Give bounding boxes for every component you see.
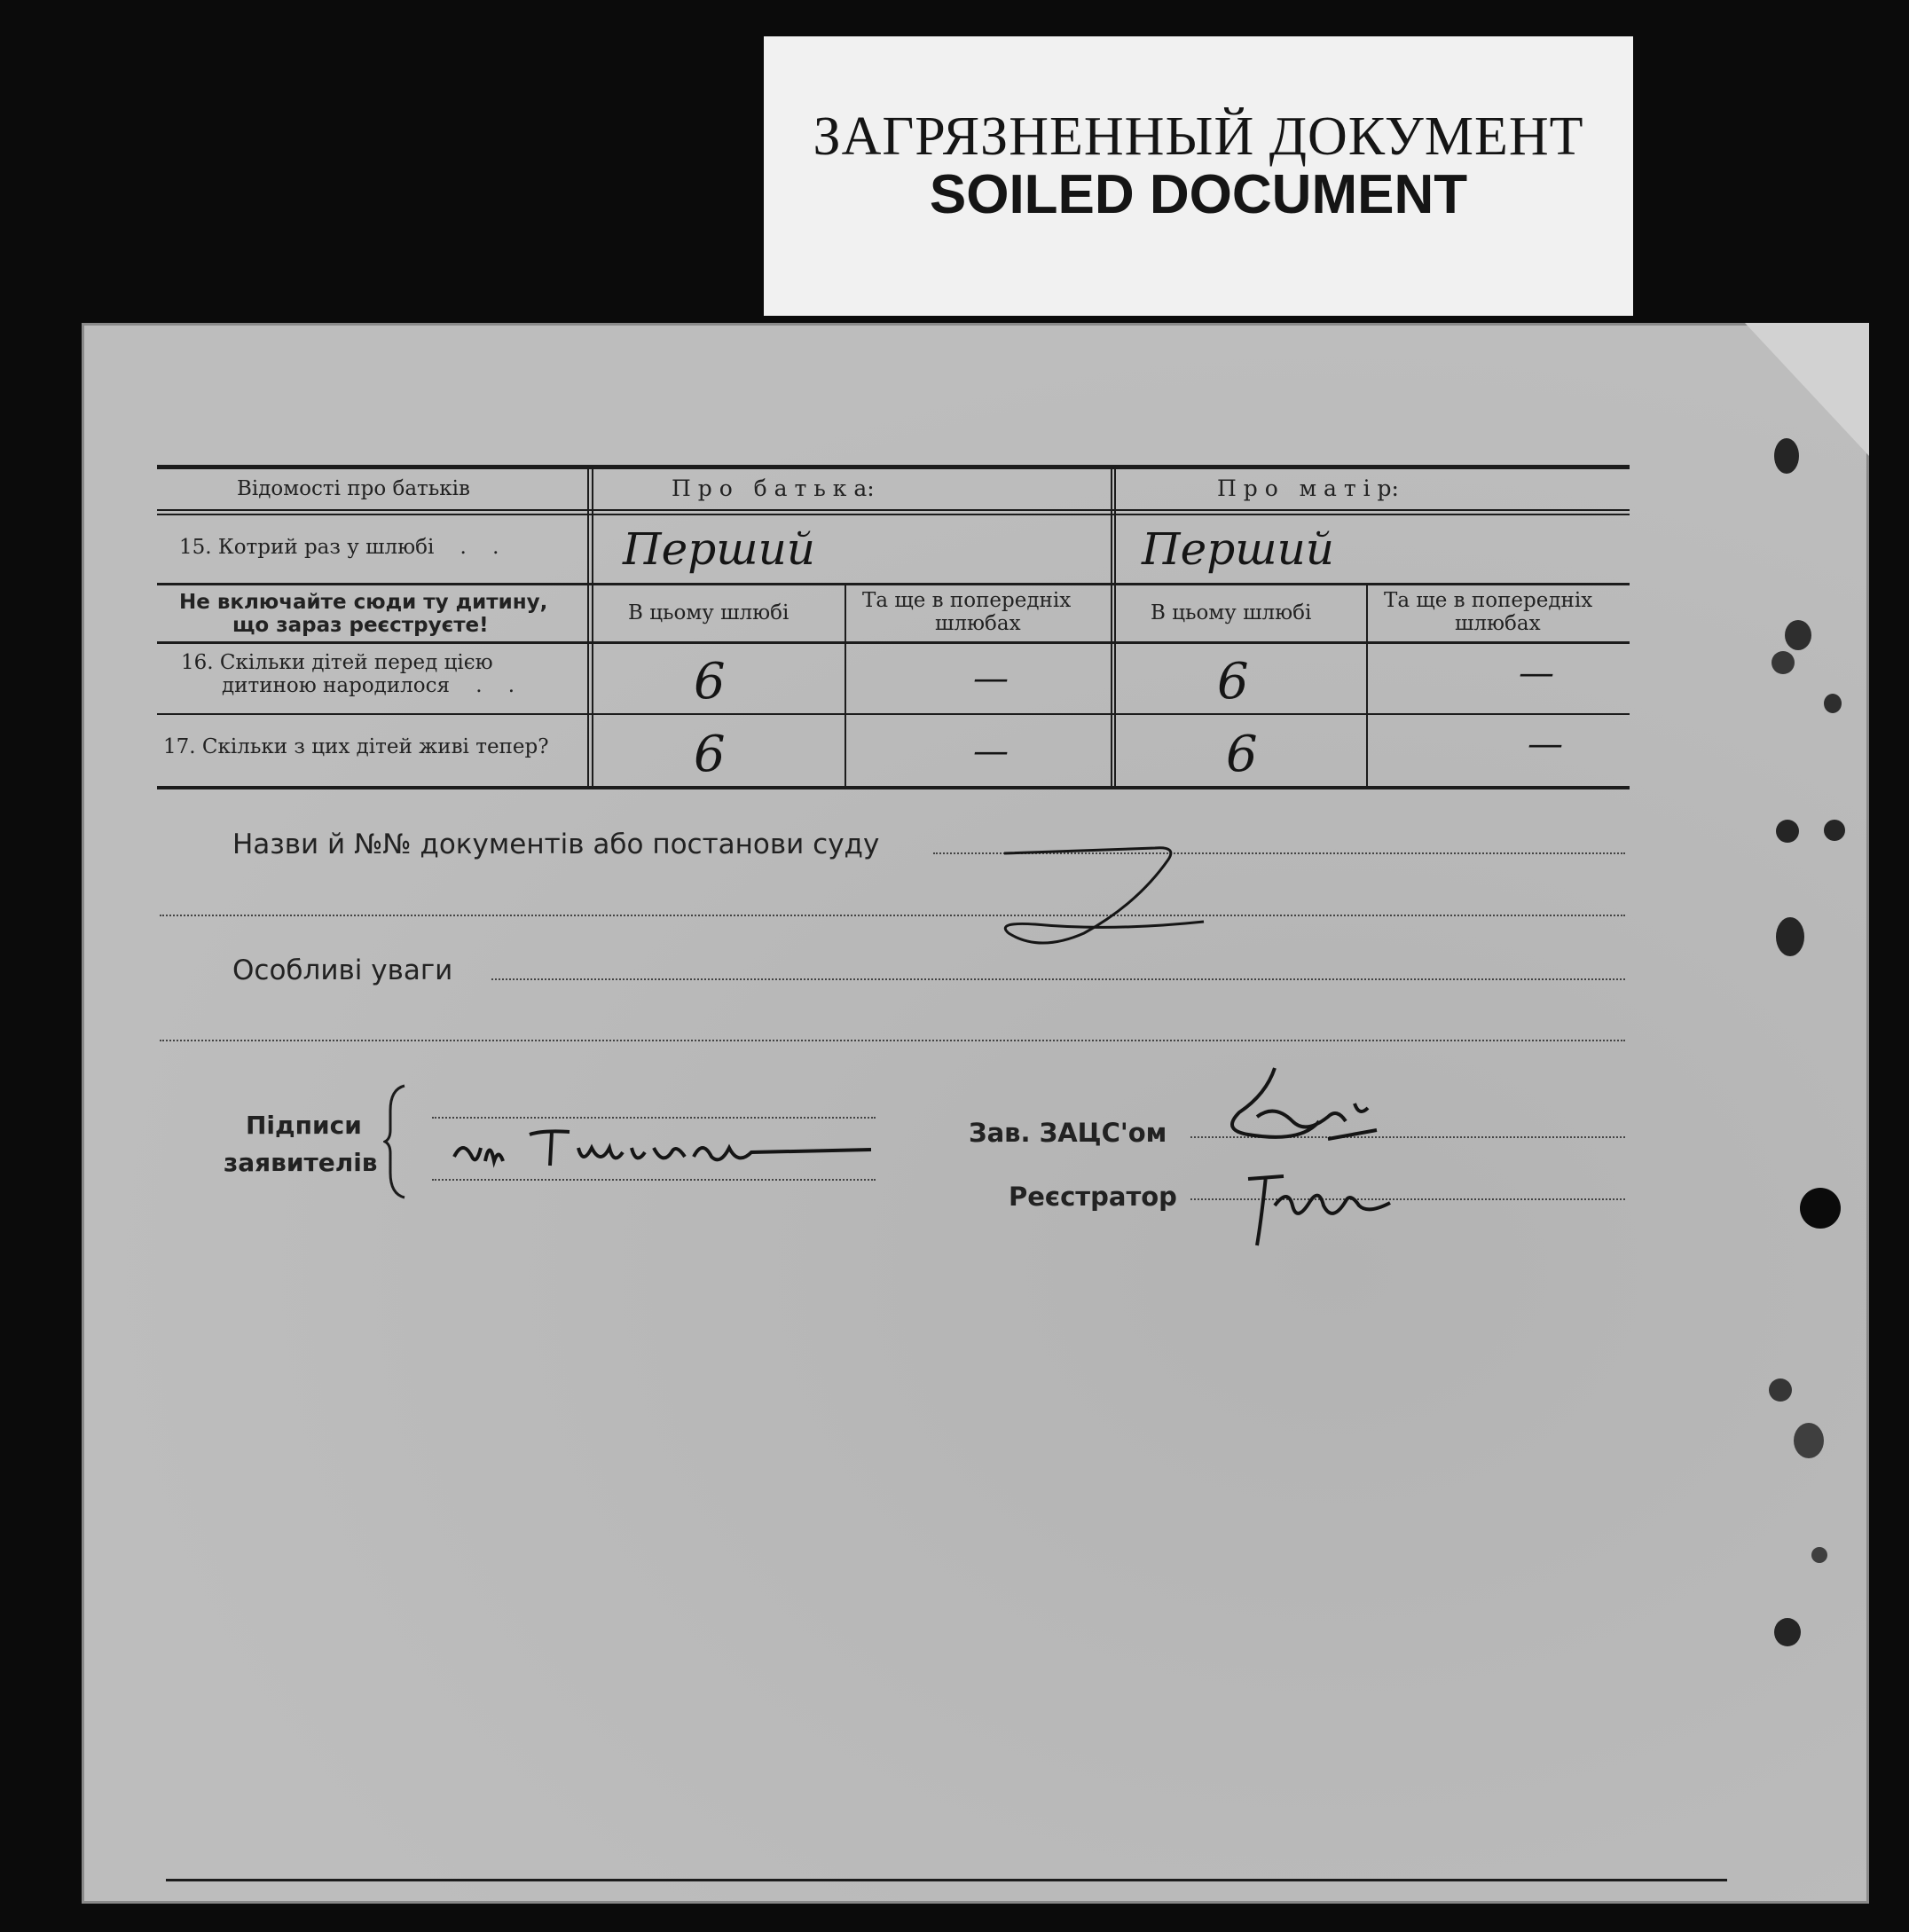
row17-label: 17. Скільки з цих дітей живі тепер? [163,735,549,758]
row16-mother-prev: — [1519,653,1554,694]
label-english-text: SOILED DOCUMENT [929,164,1468,225]
paper-damage [1776,917,1804,956]
documents-label: Назви й №№ документів або постанови суду [232,829,880,860]
head-signature [1204,1050,1434,1166]
row15-mother-value: Перший [1142,523,1334,575]
table-rule [157,583,1630,585]
applicants-label-1: Підписи [246,1111,362,1140]
father-prev-marriages-header-2: шлюбах [935,612,1021,635]
blank-dash-mark [986,820,1217,953]
row17-father-this: 6 [694,726,726,783]
applicants-label-2: заявителів [224,1148,378,1177]
mother-this-marriage-header: В цьому шлюбі [1151,601,1312,624]
remarks-line [491,978,1625,980]
paper-damage [1824,820,1845,841]
paper-damage [1811,1547,1827,1563]
father-prev-marriages-header-1: Та ще в попередніх [862,589,1072,612]
mother-prev-marriages-header-1: Та ще в попередніх [1384,589,1593,612]
row17-mother-prev: — [1528,724,1563,765]
folded-corner [1745,323,1869,456]
paper-damage [1774,438,1799,474]
paper-damage [1776,820,1799,843]
row16-father-prev: — [973,658,1009,699]
table-col-divider [1366,585,1368,789]
document-sheet [82,323,1869,1904]
registrar-label: Реєстратор [1009,1182,1177,1212]
father-this-marriage-header: В цьому шлюбі [628,601,790,624]
mother-prev-marriages-header-2: шлюбах [1455,612,1541,635]
bottom-rule [166,1879,1727,1881]
header-mother: П р о м а т і р: [1217,475,1399,501]
table-col-divider [587,469,589,789]
paper-damage [1769,1378,1792,1402]
soiled-document-label [764,36,1633,316]
paper-damage [1785,620,1811,650]
table-col-divider [1114,469,1116,789]
paper-damage [1774,1618,1801,1646]
note-line2: що зараз реєструєте! [232,614,489,637]
table-col-divider [845,585,846,789]
table-bottom-rule [157,786,1630,789]
applicant-signature [445,1112,880,1183]
note-line1: Не включайте сюди ту дитину, [179,591,548,614]
table-rule [157,509,1630,511]
row15-label: 15. Котрий раз у шлюбі . . [179,536,499,559]
table-rule [157,713,1630,715]
remarks-line-2 [160,1040,1625,1041]
row17-father-prev: — [973,731,1009,772]
row16-mother-this: 6 [1217,653,1249,711]
paper-damage [1824,694,1842,713]
head-label: Зав. ЗАЦС'ом [969,1118,1167,1148]
row15-father-value: Перший [623,523,815,575]
label-russian-text: ЗАГРЯЗНЕННЫЙ ДОКУМЕНТ [813,106,1584,167]
row16-father-this: 6 [694,653,726,711]
paper-damage [1794,1423,1824,1458]
table-col-divider [592,469,593,789]
header-info: Відомості про батьків [237,477,470,500]
row17-mother-this: 6 [1226,726,1258,783]
applicants-brace [383,1084,410,1199]
table-rule [157,641,1630,644]
header-father: П р о б а т ь к а: [672,475,875,501]
remarks-label: Особливі уваги [232,954,453,986]
table-col-divider [1111,469,1112,789]
punch-hole [1800,1188,1841,1229]
row16-label-2: дитиною народилося . . [222,674,515,697]
table-top-rule [157,465,1630,469]
documents-line-2 [160,915,1625,916]
row16-label-1: 16. Скільки дітей перед цією [181,651,493,674]
table-rule [157,514,1630,515]
paper-damage [1772,651,1795,674]
registrar-signature [1226,1157,1403,1254]
